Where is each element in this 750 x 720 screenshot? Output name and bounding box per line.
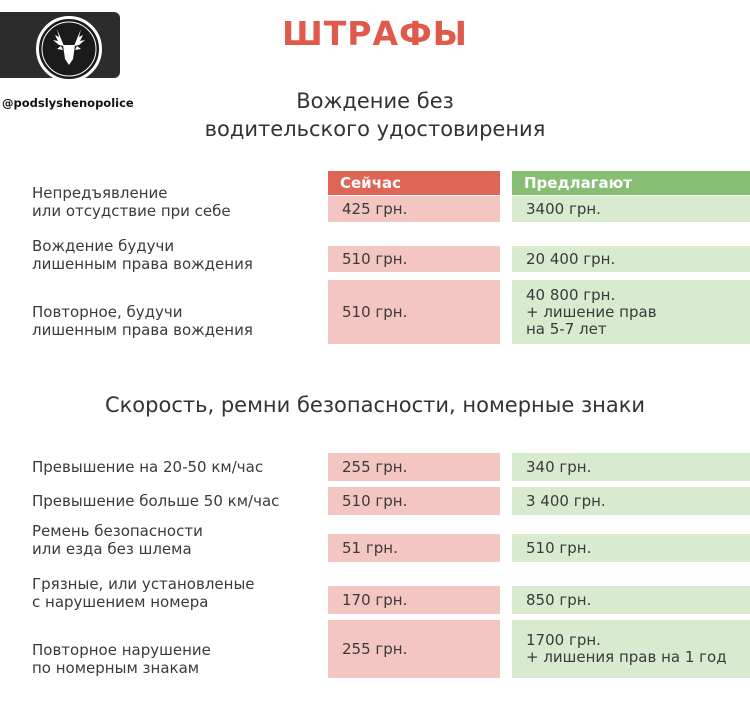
section1-title-line2: водительского удостовирения [204, 117, 546, 141]
cell-value-line: + лишения прав на 1 год [526, 648, 727, 666]
row-label-line: Непредъявление [32, 184, 168, 202]
cell-value-line: + лишение прав [526, 302, 657, 321]
cell-now [328, 246, 500, 272]
cell-value: 51 грн. [342, 538, 398, 557]
row-label-line: Повторное, будучи [32, 303, 183, 321]
cell-now [328, 620, 500, 678]
row-label [32, 641, 322, 677]
cell-value: 255 грн. [342, 457, 408, 476]
cell-value: 20 400 грн. [526, 249, 616, 268]
row-label [32, 522, 322, 558]
row-label-line: Повторное нарушение [32, 641, 211, 659]
section2-title: Скорость, ремни безопасности, номерные знаки [104, 393, 646, 417]
cell-value-line: 1700 грн. [526, 631, 601, 649]
row-label-line: Вождение будучи [32, 237, 175, 255]
cell-now [328, 534, 500, 562]
cell-value: 170 грн. [342, 590, 408, 609]
row-label [32, 575, 322, 611]
cell-value: 510 грн. [526, 538, 592, 557]
row-label-line: или езда без шлема [32, 540, 192, 558]
cell-proposed [512, 620, 750, 678]
row-label [32, 184, 322, 220]
section1-title-line1: Вождение без [296, 89, 454, 113]
cell-now [328, 487, 500, 515]
cell-now [328, 280, 500, 344]
cell-value-line: 40 800 грн. [526, 285, 616, 304]
row-label-line: Превышение больше 50 км/час [32, 492, 280, 510]
cell-value: 850 грн. [526, 590, 592, 609]
cell-value: 510 грн. [342, 249, 408, 268]
row-label-line: по номерным знакам [32, 659, 200, 677]
row-label-line: с нарушением номера [32, 593, 209, 611]
row-label-line: лишенным права вождения [32, 255, 253, 273]
row-label [32, 303, 322, 339]
cell-proposed [512, 534, 750, 562]
cell-value: 425 грн. [342, 199, 408, 218]
row-label-line: или отсудствие при себе [32, 202, 231, 220]
cell-value: 510 грн. [342, 491, 408, 510]
column-header-now: Сейчас [328, 171, 500, 195]
cell-value: 510 грн. [342, 302, 408, 321]
cell-proposed [512, 196, 750, 222]
row-label-line: Ремень безопасности [32, 522, 203, 540]
cell-value: 340 грн. [526, 457, 592, 476]
row-label-line: Превышение на 20-50 км/час [32, 458, 264, 476]
cell-value: 3400 грн. [526, 199, 601, 218]
cell-value-line: на 5-7 лет [526, 319, 607, 338]
row-label [32, 237, 322, 273]
row-label [32, 492, 322, 510]
cell-now [328, 196, 500, 222]
cell-now [328, 453, 500, 481]
cell-proposed [512, 453, 750, 481]
cell-proposed [512, 280, 750, 344]
cell-proposed [512, 487, 750, 515]
row-label [32, 458, 322, 476]
page-title: ШТРАФЫ [282, 14, 468, 53]
row-label-line: Грязные, или установленые [32, 575, 255, 593]
cell-value: 255 грн. [342, 639, 408, 658]
cell-value: 3 400 грн. [526, 491, 606, 510]
cell-proposed [512, 246, 750, 272]
row-label-line: лишенным права вождения [32, 321, 253, 339]
cell-now [328, 586, 500, 614]
cell-proposed [512, 586, 750, 614]
brand-handle[interactable]: @podslyshenopolice [2, 96, 134, 110]
column-header-proposed: Предлагают [512, 171, 750, 195]
